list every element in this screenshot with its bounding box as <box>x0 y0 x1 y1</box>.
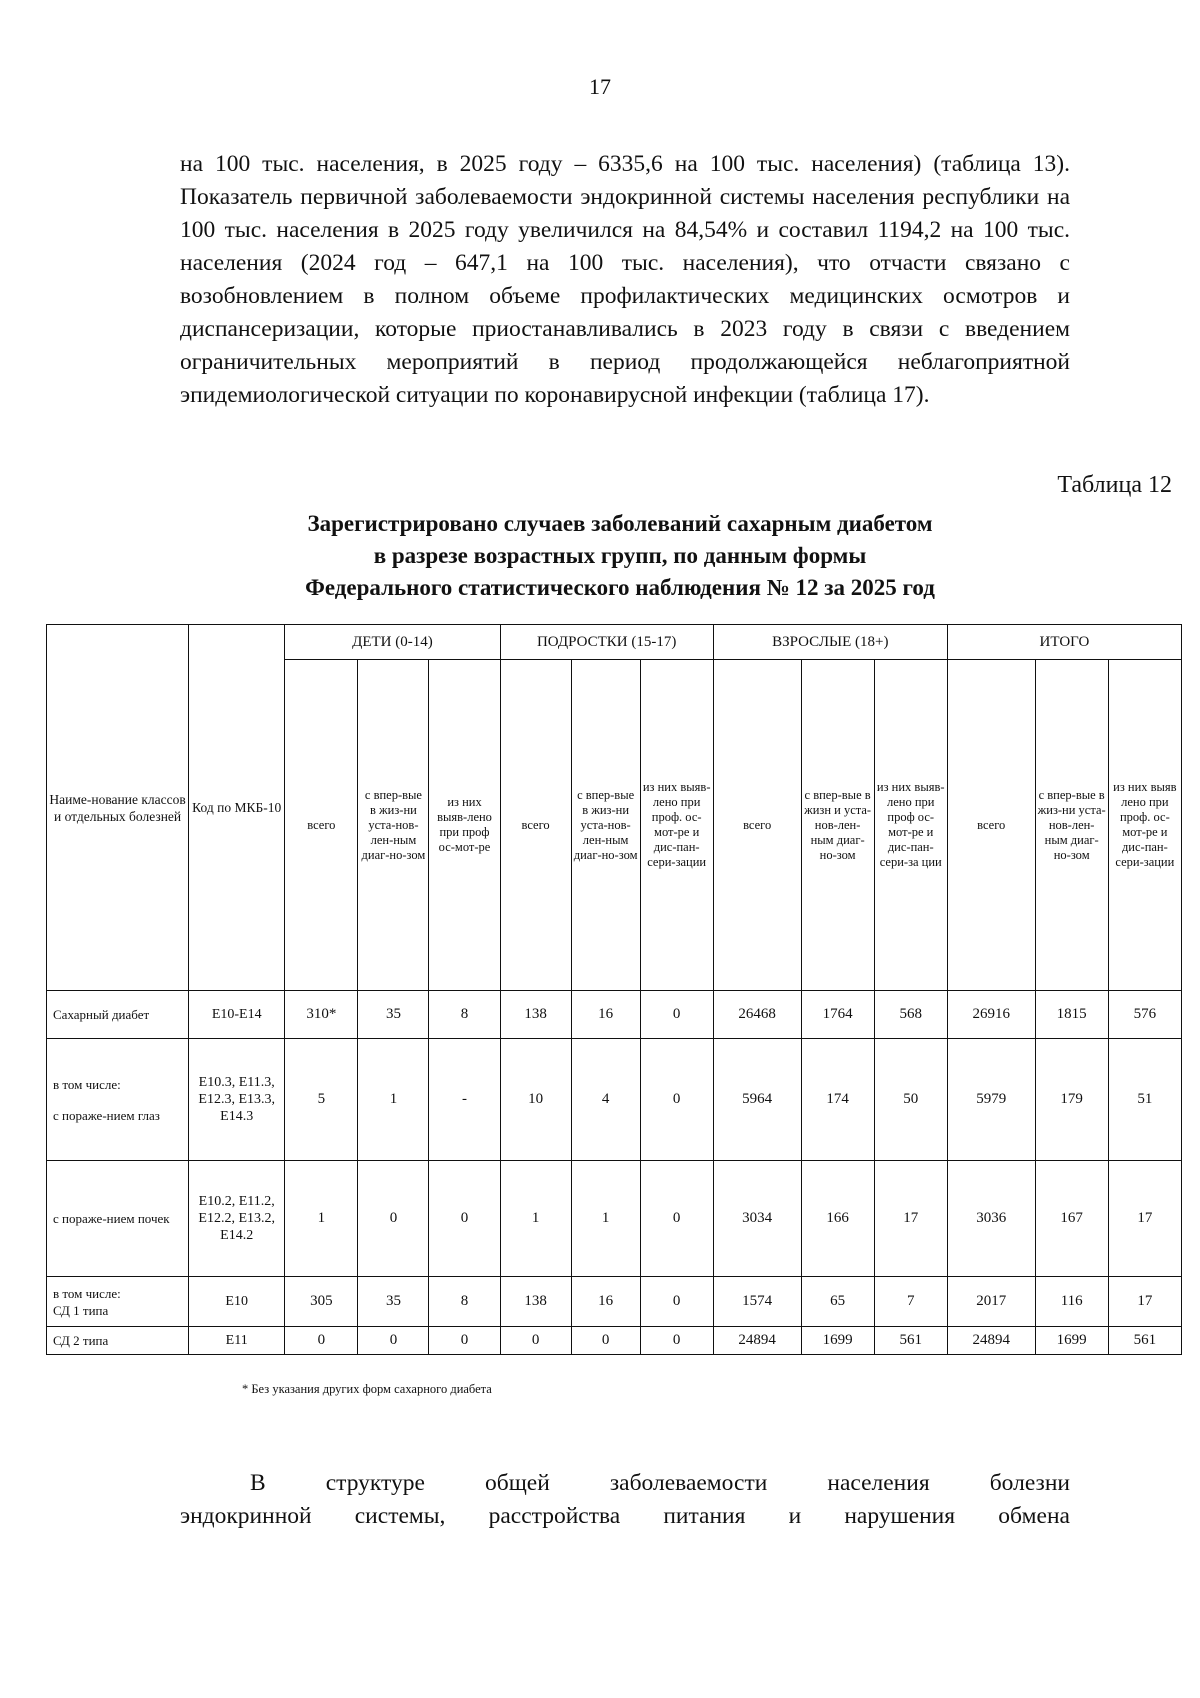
table-title-line-2: в разрезе возрастных групп, по данным формы <box>373 543 867 568</box>
table-cell: 1 <box>358 1039 429 1161</box>
table-cell: 116 <box>1035 1277 1108 1327</box>
table-cell: 166 <box>801 1161 874 1277</box>
table-cell: 0 <box>358 1327 429 1355</box>
table-cell: 24894 <box>713 1327 801 1355</box>
diabetes-table <box>46 624 1182 1355</box>
table-cell: 174 <box>801 1039 874 1161</box>
header-group-teens: ПОДРОСТКИ (15-17) <box>500 625 713 660</box>
row-name-line: в том числе: <box>53 1076 121 1092</box>
table-cell: 26916 <box>947 991 1035 1039</box>
table-label: Таблица 12 <box>1057 472 1172 498</box>
table-cell: 0 <box>640 1039 713 1161</box>
table-cell: 10 <box>500 1039 571 1161</box>
table-cell: 1699 <box>1035 1327 1108 1355</box>
table-cell: 3036 <box>947 1161 1035 1277</box>
header-group-total: ИТОГО <box>947 625 1181 660</box>
table-row <box>47 991 1182 1039</box>
table-title-line-3: Федерального статистического наблюдения № 12 за 2025 год <box>305 575 935 600</box>
closing-paragraph-line-1: В структуре общей заболеваемости населения болезни <box>250 1470 1070 1496</box>
row-code: E10 <box>189 1277 285 1327</box>
table-row <box>47 1039 1182 1161</box>
table-cell: 0 <box>429 1161 500 1277</box>
table-title-line-1: Зарегистрировано случаев заболеваний сахарным диабетом <box>307 511 933 536</box>
table-cell: 16 <box>571 1277 640 1327</box>
table-cell: 35 <box>358 991 429 1039</box>
row-name <box>47 1039 189 1161</box>
subheader-cell: с впер-вые в жизн и уста-нов-лен-ным диаг-но-зом <box>801 660 874 991</box>
table-cell: 561 <box>874 1327 947 1355</box>
table-cell: 179 <box>1035 1039 1108 1161</box>
table-row <box>47 1161 1182 1277</box>
table-cell: 1 <box>285 1161 358 1277</box>
row-code: E11 <box>189 1327 285 1355</box>
table-cell: 138 <box>500 1277 571 1327</box>
table-cell: 4 <box>571 1039 640 1161</box>
table-cell: 2017 <box>947 1277 1035 1327</box>
table-row <box>47 1277 1182 1327</box>
table-cell: 8 <box>429 1277 500 1327</box>
table-cell: 51 <box>1108 1039 1181 1161</box>
subheader-cell: из них выяв лено при проф. ос-мот-ре и дис-пан-сери-зации <box>1108 660 1181 991</box>
row-name <box>47 1277 189 1327</box>
table-cell: 1 <box>571 1161 640 1277</box>
table-cell: 305 <box>285 1277 358 1327</box>
header-disease-name: Наиме-нование классов и отдельных болезней <box>47 625 189 991</box>
row-code: E10-E14 <box>189 991 285 1039</box>
table-cell: 5979 <box>947 1039 1035 1161</box>
table-cell: 17 <box>1108 1161 1181 1277</box>
closing-paragraph <box>180 1467 1070 1533</box>
page-number: 17 <box>589 74 611 99</box>
table-footnote: * Без указания других форм сахарного диабета <box>242 1382 492 1396</box>
table-cell: 5 <box>285 1039 358 1161</box>
table-cell: 0 <box>640 1327 713 1355</box>
table-cell: 561 <box>1108 1327 1181 1355</box>
table-cell: 3034 <box>713 1161 801 1277</box>
table-cell: 568 <box>874 991 947 1039</box>
table-cell: 24894 <box>947 1327 1035 1355</box>
subheader-cell: из них выяв-лено при проф ос-мот-ре <box>429 660 500 991</box>
table-cell: 0 <box>500 1327 571 1355</box>
table-cell: - <box>429 1039 500 1161</box>
table-title <box>200 508 1040 604</box>
subheader-cell: из них выяв-лено при проф ос-мот-ре и дис-пан-сери-за ции <box>874 660 947 991</box>
table-cell: 8 <box>429 991 500 1039</box>
subheader-cell: с впер-вые в жиз-ни уста-нов-лен-ным диаг-но-зом <box>1035 660 1108 991</box>
subheader-cell: всего <box>947 660 1035 991</box>
header-icd-code: Код по МКБ-10 <box>189 625 285 991</box>
table-cell: 310* <box>285 991 358 1039</box>
subheader-cell: всего <box>500 660 571 991</box>
subheader-cell: с впер-вые в жиз-ни уста-нов-лен-ным диаг-но-зом <box>358 660 429 991</box>
subheader-cell: всего <box>285 660 358 991</box>
table-cell: 0 <box>285 1327 358 1355</box>
table-cell: 0 <box>571 1327 640 1355</box>
table-cell: 0 <box>640 991 713 1039</box>
table-cell: 0 <box>640 1277 713 1327</box>
row-name-line: с пораже-нием глаз <box>53 1107 160 1123</box>
table-cell: 1 <box>500 1161 571 1277</box>
table-cell: 138 <box>500 991 571 1039</box>
row-code: E10.2, E11.2, E12.2, E13.2, E14.2 <box>189 1161 285 1277</box>
table-cell: 1764 <box>801 991 874 1039</box>
subheader-cell: из них выяв-лено при проф. ос-мот-ре и дис-пан-сери-зации <box>640 660 713 991</box>
subheader-cell: с впер-вые в жиз-ни уста-нов-лен-ным диаг-но-зом <box>571 660 640 991</box>
table-cell: 50 <box>874 1039 947 1161</box>
table-cell: 1574 <box>713 1277 801 1327</box>
row-name-line: в том числе: <box>53 1285 121 1301</box>
table-cell: 1699 <box>801 1327 874 1355</box>
table-cell: 1815 <box>1035 991 1108 1039</box>
table-cell: 0 <box>429 1327 500 1355</box>
table-cell: 65 <box>801 1277 874 1327</box>
table-cell: 5964 <box>713 1039 801 1161</box>
table-cell: 35 <box>358 1277 429 1327</box>
table-cell: 167 <box>1035 1161 1108 1277</box>
subheader-cell: всего <box>713 660 801 991</box>
header-group-children: ДЕТИ (0-14) <box>285 625 500 660</box>
header-group-adults: ВЗРОСЛЫЕ (18+) <box>713 625 947 660</box>
row-name: СД 2 типа <box>47 1327 189 1355</box>
table-cell: 16 <box>571 991 640 1039</box>
row-code: E10.3, E11.3, E12.3, E13.3, E14.3 <box>189 1039 285 1161</box>
row-name: Сахарный диабет <box>47 991 189 1039</box>
row-name-line: СД 1 типа <box>53 1302 109 1318</box>
table-cell: 0 <box>358 1161 429 1277</box>
table-cell: 7 <box>874 1277 947 1327</box>
table-cell: 576 <box>1108 991 1181 1039</box>
table-cell: 0 <box>640 1161 713 1277</box>
table-header-groups <box>47 625 1182 660</box>
table-row <box>47 1327 1182 1355</box>
table-cell: 17 <box>1108 1277 1181 1327</box>
table-cell: 17 <box>874 1161 947 1277</box>
intro-paragraph: на 100 тыс. населения, в 2025 году – 6335,6 на 100 тыс. населения) (таблица 13). Показатель первичной заболеваемости эндокринной системы населения республики на 100 тыс. населения в 2025 году увеличился на 84,54% и составил 1194,2 на 100 тыс. населения (2024 год – 647,1 на 100 тыс. населения), что отчасти связано с возобновлением в полном объеме профилактических медицинских осмотров и диспансеризации, которые приостанавливались в 2023 году в связи с введением ограничительных мероприятий в период продолжающейся неблагоприятной эпидемиологической ситуации по коронавирусной инфекции (таблица 17). <box>180 151 1070 408</box>
diabetes-table-container <box>46 624 1182 1355</box>
row-name: с пораже-нием почек <box>47 1161 189 1277</box>
table-cell: 26468 <box>713 991 801 1039</box>
closing-paragraph-line-2: эндокринной системы, расстройства питания и нарушения обмена <box>180 1503 1070 1529</box>
